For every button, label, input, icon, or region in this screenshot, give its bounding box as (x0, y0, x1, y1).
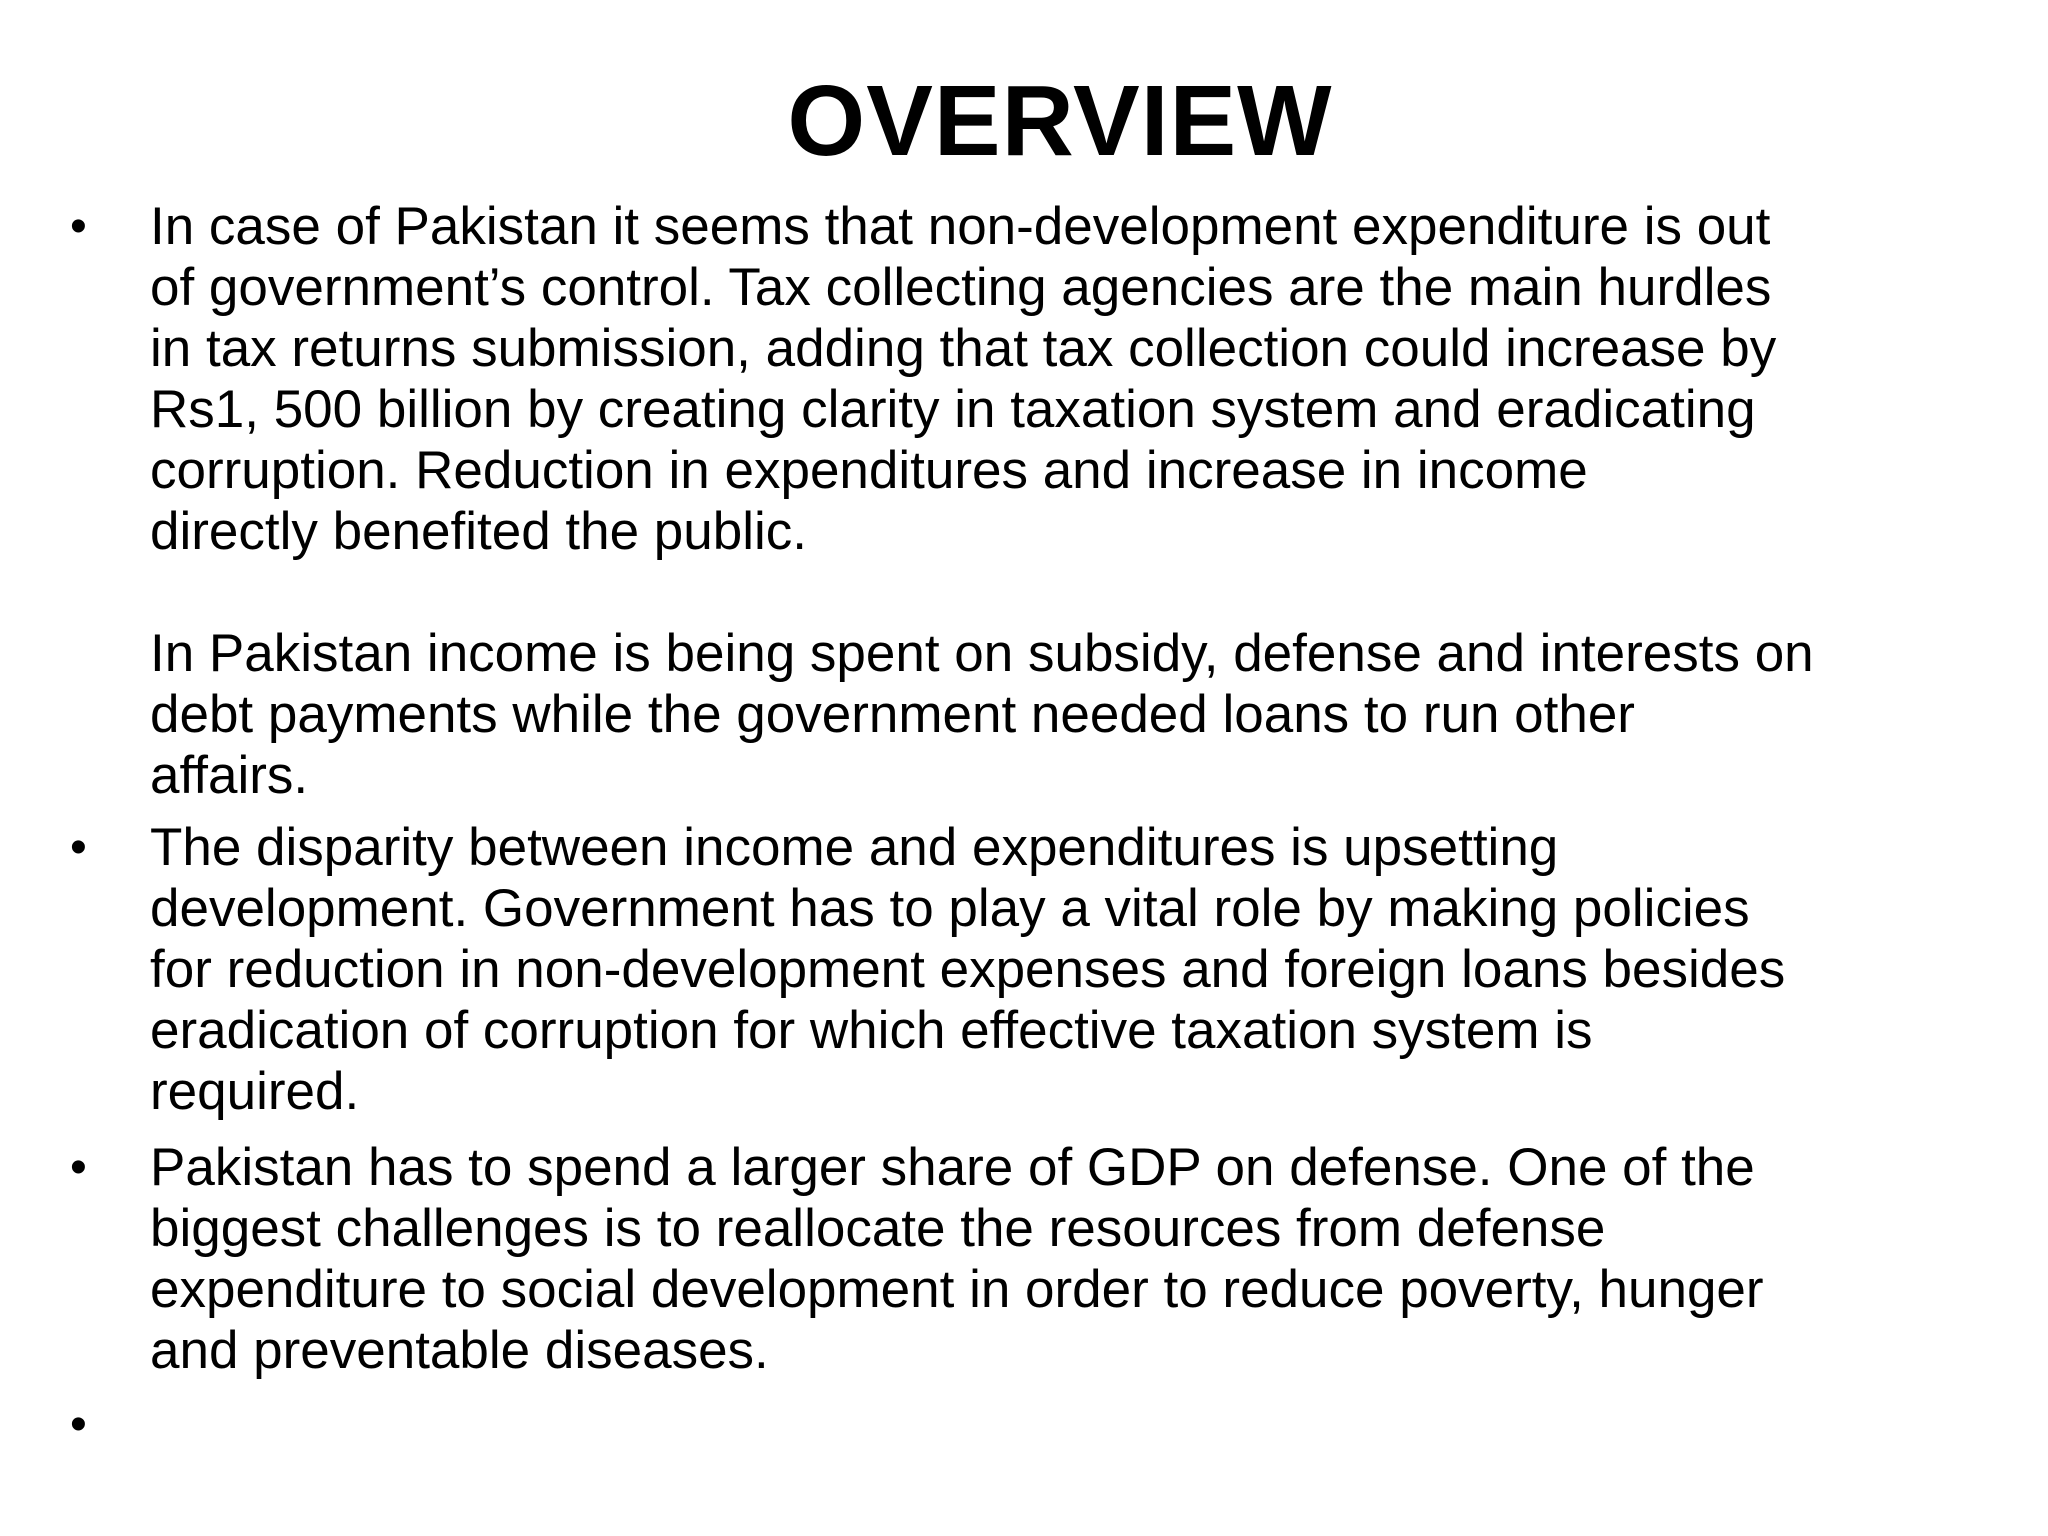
paragraph-spacer (150, 562, 1970, 623)
slide-title: OVERVIEW (787, 65, 1333, 177)
bullet-marker: • (70, 1398, 87, 1451)
bullet-marker: • (70, 1141, 87, 1194)
bullet-paragraph: The disparity between income and expenditures is upsetting development. Government has to play a vital role by making policies for reduction in non-development expenses and foreign loans besides eradication of corruption for which effective taxation system is required. (150, 818, 1786, 1121)
bullet-marker: • (70, 821, 87, 874)
bullet-item (70, 817, 1970, 1122)
bullet-paragraph: In case of Pakistan it seems that non-development expenditure is out of government’s control. Tax collecting agencies are the main hurdles in tax returns submission, adding that tax collection could increase by Rs1, 500 billion by creating clarity in taxation system and eradicating corruption. Reduction in expenditures and increase in income directly benefited the public. (150, 197, 1777, 561)
bullet-item (70, 196, 1970, 806)
bullet-paragraph: In Pakistan income is being spent on subsidy, defense and interests on debt payments while the government needed loans to run other affairs. (150, 624, 1814, 805)
bullet-item (70, 1137, 1970, 1381)
bullet-paragraph: Pakistan has to spend a larger share of GDP on defense. One of the biggest challenges is to reallocate the resources from defense expenditure to social development in order to reduce poverty, hunger and preventable diseases. (150, 1138, 1764, 1380)
bullet-marker: • (70, 200, 87, 253)
